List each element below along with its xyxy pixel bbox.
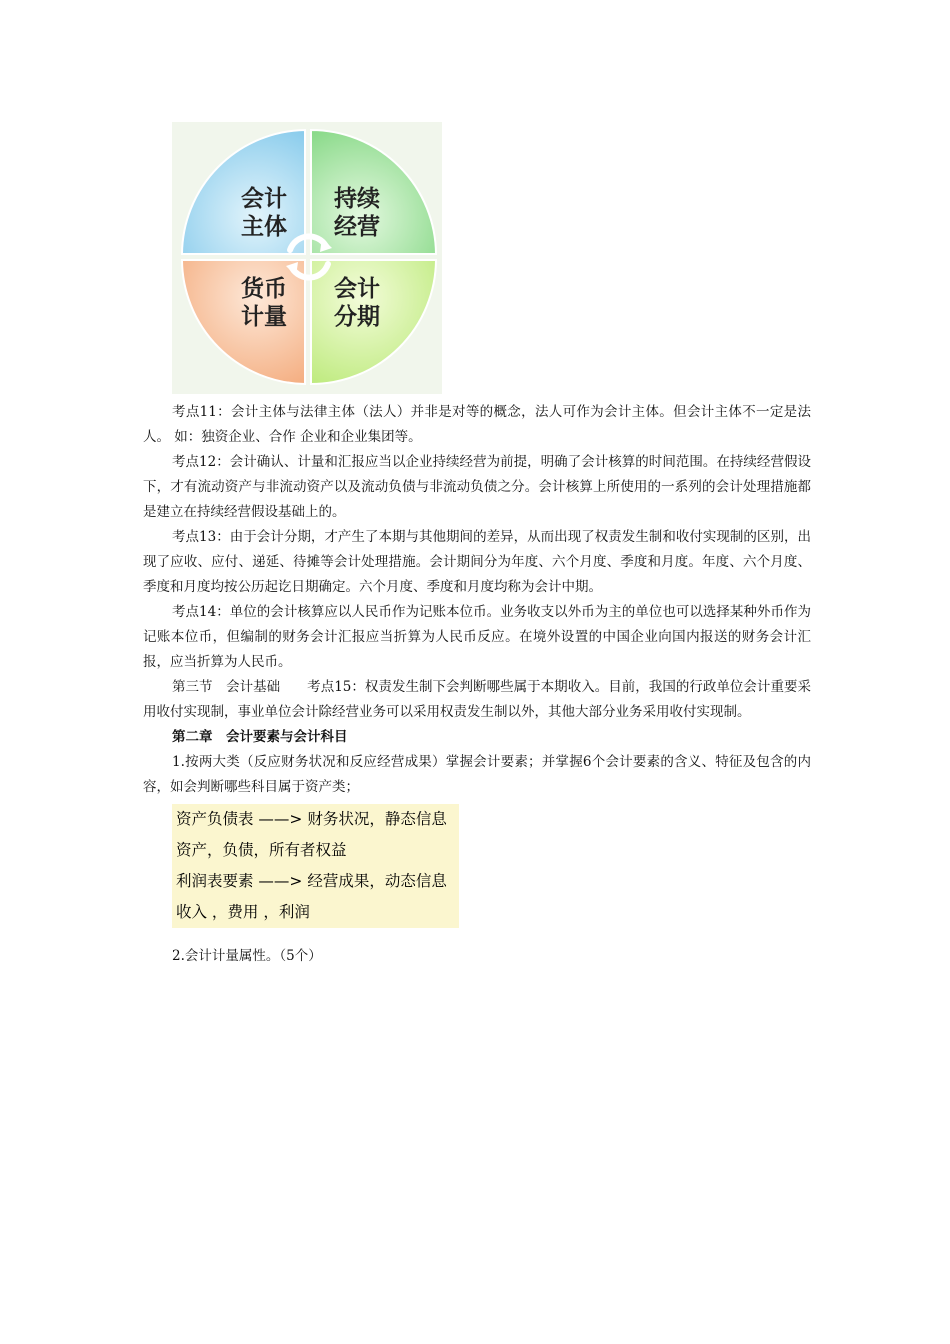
box-line-4: 收入 ，费用 ，利润 [176,903,310,921]
quadrant-label-2b: 经营 [334,214,380,240]
accounting-elements-box [172,804,459,928]
document-body [143,400,811,969]
point-12: 考点12：会计确认、计量和汇报应当以企业持续经营为前提，明确了会计核算的时间范围。在持续经营假设下，才有流动资产与非流动资产以及流动负债与非流动负债之分。会计核算上所使用的一系列的会计处理措施都是建立在持续经营假设基础上的。 [143,454,811,520]
quadrant-label-1a: 会计 [241,186,287,212]
quadrant-label-2a: 持续 [334,186,380,212]
chapter-2-item-1: 1.按两大类（反应财务状况和反应经营成果）掌握会计要素；并掌握6个会计要素的含义、特征及包含的内容，如会判断哪些科目属于资产类； [143,754,811,795]
assumptions-circle [172,122,442,394]
box-line-1: 资产负债表 ——> 财务状况，静态信息 [176,810,447,828]
quadrant-label-4b: 分期 [334,304,380,330]
point-11: 考点11：会计主体与法律主体（法人）并非是对等的概念，法人可作为会计主体。但会计主体不一定是法人。 如：独资企业、合作 企业和企业集团等。 [143,404,811,445]
quadrant-label-1b: 主体 [241,214,287,240]
box-line-2: 资产，负债，所有者权益 [176,841,347,859]
point-15: 第三节 会计基础 考点15：权责发生制下会判断哪些属于本期收入。目前，我国的行政单位会计重要采用收付实现制，事业单位会计除经营业务可以采用权责发生制以外，其他大部分业务采用收付实现制。 [143,679,811,720]
accounting-assumptions-diagram [172,122,442,394]
quadrant-label-3b: 计量 [241,304,287,330]
quadrant-label-4a: 会计 [334,276,380,302]
point-14: 考点14：单位的会计核算应以人民币作为记账本位币。业务收支以外币为主的单位也可以选择某种外币作为记账本位币，但编制的财务会计汇报应当折算为人民币反应。在境外设置的中国企业向国内报送的财务会计汇报，应当折算为人民币。 [143,604,811,670]
quadrant-label-3a: 货币 [241,276,287,302]
point-13: 考点13：由于会计分期，才产生了本期与其他期间的差异，从而出现了权责发生制和收付实现制的区别，出现了应收、应付、递延、待摊等会计处理措施。会计期间分为年度、六个月度、季度和月度。年度、六个月度、季度和月度均按公历起讫日期确定。六个月度、季度和月度均称为会计中期。 [143,529,811,595]
box-line-3: 利润表要素 ——> 经营成果，动态信息 [176,872,447,890]
chapter-2-heading: 第二章 会计要素与会计科目 [172,729,348,745]
chapter-2-item-2: 2.会计计量属性。（5个） [172,948,322,964]
